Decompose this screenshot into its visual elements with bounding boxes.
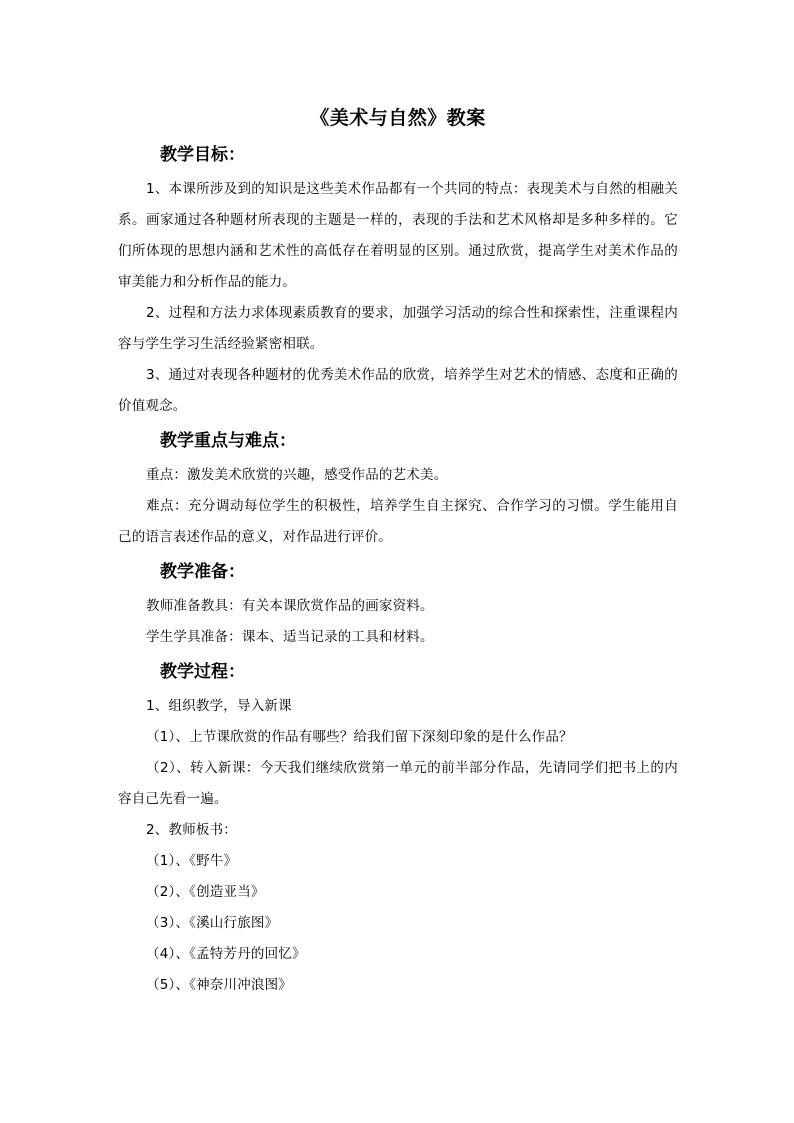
artwork-list-item: （5）、《神奈川冲浪图》 xyxy=(146,977,292,993)
heading-preparation: 教学准备： xyxy=(160,562,245,582)
document-body xyxy=(118,104,678,1001)
artwork-list-item: （1）、《野牛》 xyxy=(146,853,238,869)
artwork-list-item: （4）、《孟特芳丹的回忆》 xyxy=(146,946,306,962)
prep-student: 学生学具准备：课本、适当记录的工具和材料。 xyxy=(146,629,434,645)
goal-item-2: 2、过程和方法力求体现素质教育的要求，加强学习活动的综合性和探索性，注重课程内容与学生学习生活经验紧密相联。 xyxy=(118,305,678,352)
heading-process: 教学过程： xyxy=(160,662,245,682)
key-focus: 重点：激发美术欣赏的兴趣，感受作品的艺术美。 xyxy=(146,467,448,483)
heading-teaching-goals: 教学目标： xyxy=(160,145,245,165)
goal-item-3: 3、通过对表现各种题材的优秀美术作品的欣赏，培养学生对艺术的情感、态度和正确的价值观念。 xyxy=(118,367,678,414)
process-step-1a: （1）、上节课欣赏的作品有哪些？给我们留下深刻印象的是什么作品？ xyxy=(146,729,573,745)
document-title: 《美术与自然》教案 xyxy=(310,107,486,129)
goal-item-1: 1、本课所涉及到的知识是这些美术作品都有一个共同的特点：表现美术与自然的相融关系。画家通过各种题材所表现的主题是一样的，表现的手法和艺术风格却是多种多样的。它们所体现的思想内涵和艺术性的高低存在着明显的区别。通过欣赏，提高学生对美术作品的审美能力和分析作品的能力。 xyxy=(118,181,678,290)
process-step-2: 2、教师板书： xyxy=(146,822,237,838)
artwork-list-item: （3）、《溪山行旅图》 xyxy=(146,915,279,931)
heading-key-points: 教学重点与难点： xyxy=(160,431,296,451)
key-difficulty: 难点：充分调动每位学生的积极性，培养学生自主探究、合作学习的习惯。学生能用自己的语言表述作品的意义，对作品进行评价。 xyxy=(118,498,678,545)
prep-teacher: 教师准备教具：有关本课欣赏作品的画家资料。 xyxy=(146,598,434,614)
artwork-list-item: （2）、《创造亚当》 xyxy=(146,884,265,900)
process-step-1b: （2）、转入新课：今天我们继续欣赏第一单元的前半部分作品，先请同学们把书上的内容自己先看一遍。 xyxy=(118,760,678,807)
process-step-1: 1、组织教学，导入新课 xyxy=(146,698,292,714)
